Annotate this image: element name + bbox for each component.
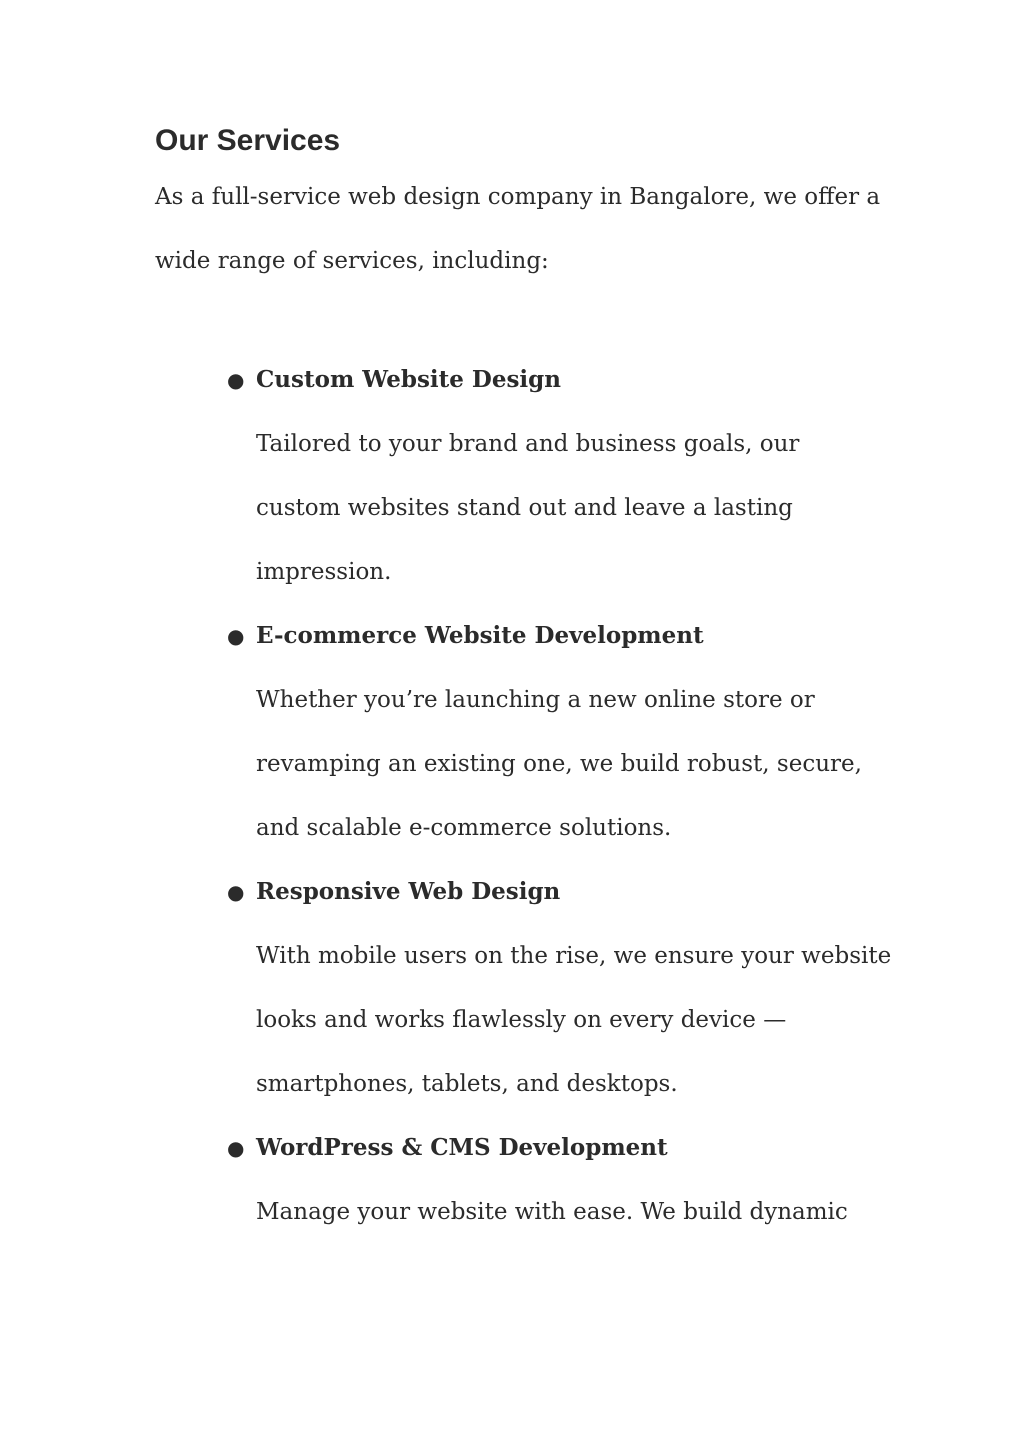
service-description	[256, 924, 925, 1116]
service-description	[256, 412, 925, 604]
service-title: Responsive Web Design	[256, 878, 561, 905]
bullet-icon: ●	[227, 624, 245, 648]
intro-line: As a full-service web design company in Bangalore, we offer a	[155, 184, 881, 210]
service-title: Custom Website Design	[256, 366, 561, 393]
bullet-icon: ●	[227, 1136, 245, 1160]
description-line: impression.	[256, 559, 392, 585]
service-title: E-commerce Website Development	[256, 622, 704, 649]
service-description	[256, 668, 925, 860]
intro-paragraph	[155, 165, 895, 293]
description-line: Manage your website with ease. We build dynamic	[256, 1199, 848, 1225]
description-line: looks and works flawlessly on every device —	[256, 1007, 787, 1033]
bullet-icon: ●	[227, 368, 245, 392]
description-line: revamping an existing one, we build robust, secure,	[256, 751, 862, 777]
intro-line: wide range of services, including:	[155, 248, 549, 274]
description-line: Whether you’re launching a new online store or	[256, 687, 815, 713]
service-item-custom-website-design	[225, 348, 925, 604]
service-title: WordPress & CMS Development	[256, 1134, 668, 1161]
services-list	[225, 348, 925, 1244]
service-item-wordpress-cms	[225, 1116, 925, 1244]
section-heading: Our Services	[155, 124, 341, 157]
service-description	[256, 1180, 925, 1244]
description-line: custom websites stand out and leave a lasting	[256, 495, 793, 521]
description-line: smartphones, tablets, and desktops.	[256, 1071, 678, 1097]
description-line: With mobile users on the rise, we ensure your website	[256, 943, 892, 969]
service-item-responsive-web-design	[225, 860, 925, 1116]
bullet-icon: ●	[227, 880, 245, 904]
service-item-ecommerce-development	[225, 604, 925, 860]
description-line: and scalable e-commerce solutions.	[256, 815, 672, 841]
description-line: Tailored to your brand and business goals, our	[256, 431, 800, 457]
